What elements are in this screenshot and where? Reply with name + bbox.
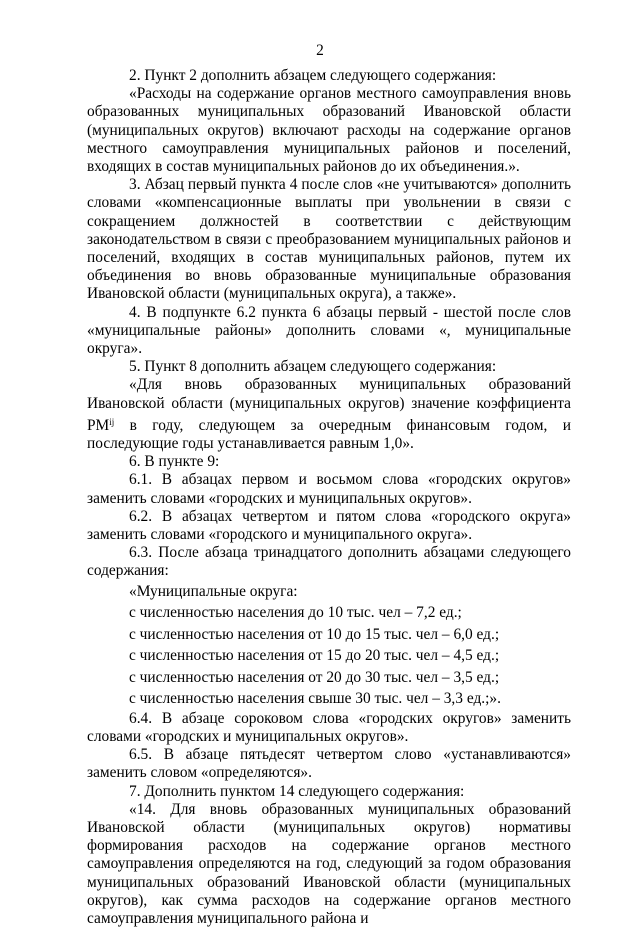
coefficient-text-after: в году, следующем за очередным финансовым годом, и последующие годы устанавливается равным 1,0». (87, 416, 571, 453)
coefficient-subscript: j (111, 416, 115, 427)
list-item: с численностью населения свыше 30 тыс. чел – 3,3 ед.;». (129, 690, 501, 708)
paragraph-item-3: 3. Абзац первый пункта 4 после слов «не учитываются» дополнить словами «компенсационные выплаты при увольнении в связи с сокращением должностей в соответствии с действующим законодательством в связи с преобразованием муниципальных районов и поселений, входящих в состав муниципальных районов, путем их объединения во вновь образованные муниципальные образования Ивановской области (муниципальных округа), а также». (87, 176, 571, 303)
paragraph-item-14: «14. Для вновь образованных муниципальных образований Ивановской области (муниципальных округов) нормативы формирования расходов на содержание органов местного самоуправления определяются на год, следующий за годом образования муниципальных образований Ивановской области (муниципальных округов), как сумма расходов на содержание органов местного самоуправления муниципального района и (87, 800, 571, 927)
list-item: «Муниципальные округа: (129, 582, 298, 600)
paragraph-item-2: 2. Пункт 2 дополнить абзацем следующего содержания: (129, 67, 497, 84)
paragraph-item-6-2: 6.2. В абзацах четвертом и пятом слова «городского округа» заменить словами «городского и муниципального округа». (87, 507, 571, 544)
paragraph-item-6-5: 6.5. В абзаце пятьдесят четвертом слово «устанавливаются» заменить словом «определяются». (87, 746, 571, 782)
paragraph-item-6-1: 6.1. В абзацах первом и восьмом слова «городских округов» заменить словами «городских и муниципальных округов». (87, 471, 571, 507)
paragraph-item-6: 6. В пункте 9: (129, 453, 220, 471)
paragraph-item-7: 7. Дополнить пунктом 14 следующего содержания: (129, 782, 465, 800)
coefficient-superscript: i (109, 416, 112, 427)
document-body (87, 67, 571, 928)
paragraph-item-6-4: 6.4. В абзаце сороковом слова «городских округов» заменить словами «городских и муниципальных округов». (87, 709, 571, 745)
list-item: с численностью населения до 10 тыс. чел – 7,2 ед.; (129, 604, 462, 622)
paragraph-expenses-clause: «Расходы на содержание органов местного самоуправления вновь образованных муниципальных образований Ивановской области (муниципальных округов) включают расходы на содержание органов местного самоуправления муниципальных районов и поселений, входящих в состав муниципальных районов до их объединения.». (87, 85, 571, 176)
list-item: с численностью населения от 15 до 20 тыс. чел – 4,5 ед.; (129, 647, 500, 665)
population-list (87, 581, 571, 710)
list-item: с численностью населения от 10 до 15 тыс. чел – 6,0 ед.; (129, 625, 500, 643)
paragraph-coefficient (87, 376, 571, 453)
page-number: 2 (316, 42, 324, 59)
list-item: с численностью населения от 20 до 30 тыс. чел – 3,5 ед.; (129, 668, 500, 686)
paragraph-item-6-3: 6.3. После абзаца тринадцатого дополнить абзацами следующего содержания: (87, 544, 571, 580)
paragraph-item-4: 4. В подпункте 6.2 пункта 6 абзацы первый - шестой после слов «муниципальные районы» дополнить словами «, муниципальные округа». (87, 303, 571, 358)
paragraph-item-5: 5. Пункт 8 дополнить абзацем следующего содержания: (129, 358, 497, 376)
coefficient-text-before: «Для вновь образованных муниципальных образований Ивановской области (муниципальных округов) значение коэффициента РМ (87, 376, 571, 434)
